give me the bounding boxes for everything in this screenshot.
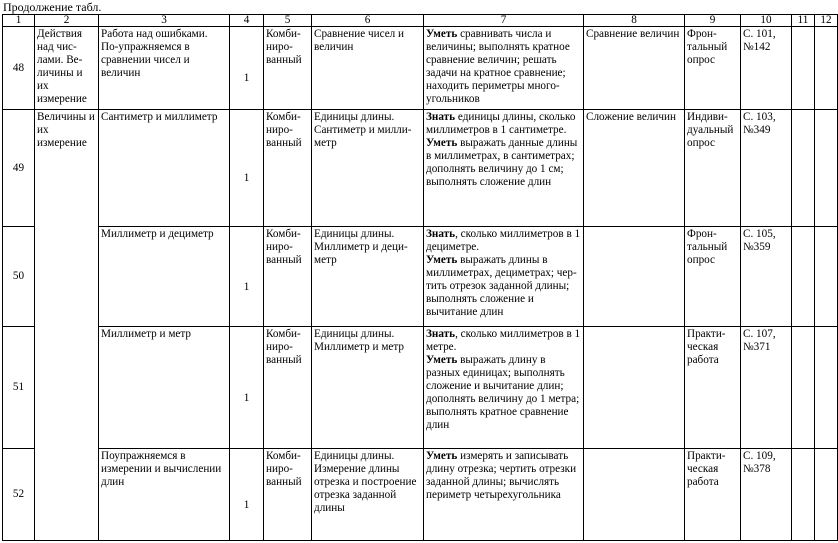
concepts-cell: Единицы длины. Миллиметр и метр <box>312 327 424 449</box>
empty-cell <box>815 449 838 541</box>
empty-cell <box>815 110 838 227</box>
empty-cell <box>792 110 815 227</box>
col-header: 12 <box>815 15 838 27</box>
control-cell: Практи-ческая работа <box>685 449 741 541</box>
empty-cell <box>815 27 838 110</box>
control-cell: Фрон-тальный опрос <box>685 27 741 110</box>
lesson-plan-table <box>2 14 838 541</box>
table-row <box>3 110 838 227</box>
column-number-row <box>3 15 838 27</box>
hours-cell: 1 <box>230 27 264 110</box>
table-row <box>3 27 838 110</box>
topic-cell: Работа над ошибками. По-упражняемся в сравнении чисел и величин <box>99 27 230 110</box>
requirements-cell <box>424 327 584 449</box>
reference-cell: С. 109, №378 <box>741 449 792 541</box>
col-header: 2 <box>35 15 99 27</box>
topic-cell: Миллиметр и дециметр <box>99 227 230 327</box>
hours-cell: 1 <box>230 327 264 449</box>
control-cell: Фрон-тальный опрос <box>685 227 741 327</box>
lesson-type-cell: Комби-ниро-ванный <box>264 227 312 327</box>
skills-label: Уметь <box>426 254 458 266</box>
topic-cell: Поупражняемся в измерении и вычислении длин <box>99 449 230 541</box>
requirements-cell <box>424 227 584 327</box>
repeat-cell <box>584 227 685 327</box>
col-header: 7 <box>424 15 584 27</box>
concepts-cell: Единицы длины. Миллиметр и деци-метр <box>312 227 424 327</box>
reference-cell: С. 101, №142 <box>741 27 792 110</box>
know-text: , сколько миллиметров в 1 метре. <box>426 328 581 353</box>
col-header: 6 <box>312 15 424 27</box>
repeat-cell <box>584 449 685 541</box>
know-text: единицы длины, сколько миллиметров в 1 сантиметре. <box>426 111 576 136</box>
lesson-type-cell: Комби-ниро-ванный <box>264 449 312 541</box>
table-row <box>3 449 838 541</box>
lesson-type-cell: Комби-ниро-ванный <box>264 27 312 110</box>
col-header: 4 <box>230 15 264 27</box>
empty-cell <box>815 227 838 327</box>
reference-cell: С. 105, №359 <box>741 227 792 327</box>
section-cell: Величины и их измерение <box>35 110 99 541</box>
table-row <box>3 327 838 449</box>
skills-text: сравнивать числа и величины; выполнять кратное сравнение величин; решать задачи на кратное сравнение; находить периметры много-угольников <box>426 28 570 105</box>
control-cell: Индиви-дуальный опрос <box>685 110 741 227</box>
requirements-cell <box>424 27 584 110</box>
skills-label: Уметь <box>426 450 458 462</box>
control-cell: Практи-ческая работа <box>685 327 741 449</box>
hours-cell: 1 <box>230 110 264 227</box>
know-label: Знать <box>426 328 456 340</box>
know-text: , сколько миллиметров в 1 дециметре. <box>426 228 581 253</box>
concepts-cell: Единицы длины. Сантиметр и милли-метр <box>312 110 424 227</box>
requirements-cell <box>424 110 584 227</box>
col-header: 8 <box>584 15 685 27</box>
empty-cell <box>792 27 815 110</box>
empty-cell <box>815 327 838 449</box>
lesson-number: 51 <box>3 327 35 449</box>
skills-label: Уметь <box>426 28 458 40</box>
col-header: 3 <box>99 15 230 27</box>
empty-cell <box>792 327 815 449</box>
skills-text: выражать данные длины в миллиметрах, в сантиметрах; дополнять величину до 1 см; выполнять сложение длин <box>426 137 578 188</box>
skills-label: Уметь <box>426 137 458 149</box>
lesson-number: 52 <box>3 449 35 541</box>
skills-text: выражать длину в разных единицах; выполнять сложение и вычитание длин; дополнять величину до 1 метра; выполнять кратное сравнение длин <box>426 354 580 431</box>
col-header: 5 <box>264 15 312 27</box>
col-header: 11 <box>792 15 815 27</box>
col-header: 10 <box>741 15 792 27</box>
know-label: Знать <box>426 111 456 123</box>
empty-cell <box>792 227 815 327</box>
col-header: 1 <box>3 15 35 27</box>
table-row <box>3 227 838 327</box>
skills-text: измерять и записывать длину отрезка; чертить отрезки заданной длины; вычислять периметр четырехугольника <box>426 450 577 501</box>
skills-label: Уметь <box>426 354 458 366</box>
lesson-type-cell: Комби-ниро-ванный <box>264 110 312 227</box>
table-caption: Продолжение табл. <box>3 0 102 14</box>
hours-cell: 1 <box>230 449 264 541</box>
lesson-number: 50 <box>3 227 35 327</box>
lesson-number: 49 <box>3 110 35 227</box>
reference-cell: С. 103, №349 <box>741 110 792 227</box>
topic-cell: Миллиметр и метр <box>99 327 230 449</box>
concepts-cell: Единицы длины. Измерение длины отрезка и построение отрезка заданной длины <box>312 449 424 541</box>
reference-cell: С. 107, №371 <box>741 327 792 449</box>
requirements-cell <box>424 449 584 541</box>
col-header: 9 <box>685 15 741 27</box>
repeat-cell: Сравнение величин <box>584 27 685 110</box>
topic-cell: Сантиметр и миллиметр <box>99 110 230 227</box>
concepts-cell: Сравнение чисел и величин <box>312 27 424 110</box>
skills-text: выражать длины в миллиметрах, дециметрах; чер-тить отрезок заданной длины; выполнять сложение и вычитание длин <box>426 254 577 318</box>
repeat-cell: Сложение величин <box>584 110 685 227</box>
repeat-cell <box>584 327 685 449</box>
empty-cell <box>792 449 815 541</box>
lesson-number: 48 <box>3 27 35 110</box>
hours-cell: 1 <box>230 227 264 327</box>
lesson-type-cell: Комби-ниро-ванный <box>264 327 312 449</box>
section-cell: Действия над чис-лами. Ве-личины и их измерение <box>35 27 99 110</box>
know-label: Знать <box>426 228 456 240</box>
